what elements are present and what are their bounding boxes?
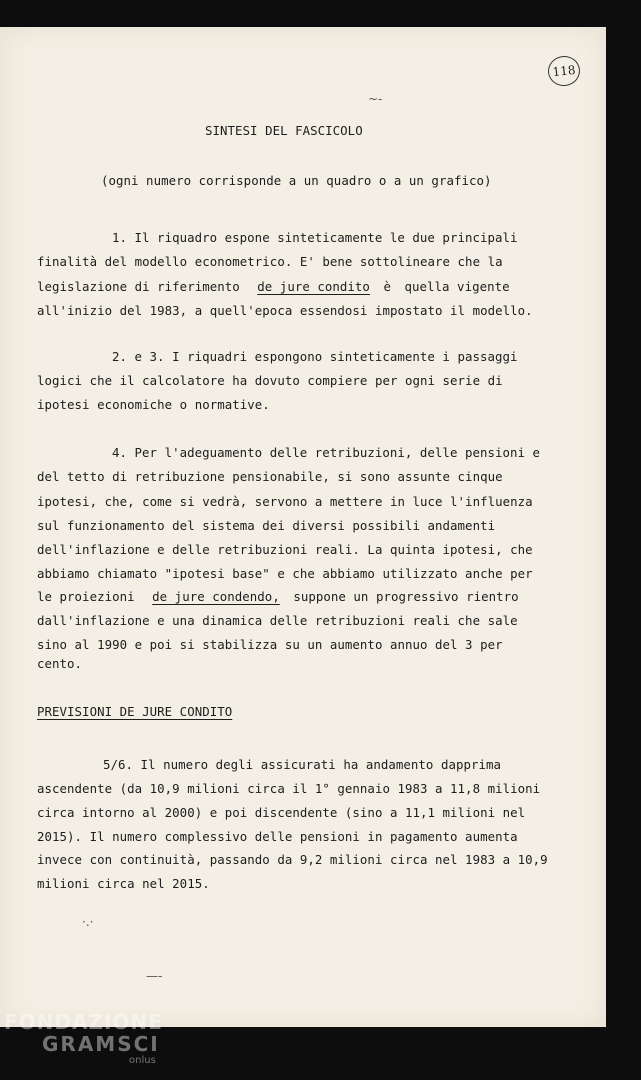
paragraph-1-line: 1. Il riquadro espone sinteticamente le due principali: [112, 230, 518, 245]
pen-mark: ~-: [368, 92, 383, 106]
paragraph-3-line: abbiamo chiamato "ipotesi base" e che abbiamo utilizzato anche per: [37, 566, 533, 581]
paragraph-1-line: legislazione di riferimento de jure condito è quella vigente: [37, 279, 510, 294]
underlined-term: de jure condito: [257, 279, 370, 294]
paragraph-1-line: finalità del modello econometrico. E' bene sottolineare che la: [37, 254, 503, 269]
paragraph-3-line: le proiezioni de jure condendo, suppone un progressivo rientro: [37, 589, 519, 604]
watermark-logo: GRAMSCI: [42, 1032, 160, 1056]
paragraph-3-line: ipotesi, che, come si vedrà, servono a mettere in luce l'influenza: [37, 494, 533, 509]
watermark-logo: onlus: [129, 1055, 156, 1066]
paragraph-3-line: sul funzionamento del sistema dei diversi possibili andamenti: [37, 518, 496, 533]
paragraph-4-line: ascendente (da 10,9 milioni circa il 1° gennaio 1983 a 11,8 milioni: [37, 781, 541, 796]
pen-mark: —-: [146, 969, 163, 983]
paragraph-3-line: cento.: [37, 656, 83, 671]
paragraph-3-line: dall'inflazione e una dinamica delle retribuzioni reali che sale: [37, 613, 518, 628]
paragraph-4-line: circa intorno al 2000) e poi discendente (sino a 11,1 milioni nel: [37, 805, 526, 820]
watermark-logo: FONDAZIONE: [4, 1010, 163, 1034]
section-heading: PREVISIONI DE JURE CONDITO: [37, 704, 233, 719]
paragraph-3-line: sino al 1990 e poi si stabilizza su un aumento annuo del 3 per: [37, 637, 503, 652]
stray-mark: ·.·: [82, 915, 94, 929]
paragraph-2-line: logici che il calcolatore ha dovuto compiere per ogni serie di: [37, 373, 503, 388]
paragraph-3-line: 4. Per l'adeguamento delle retribuzioni, delle pensioni e: [112, 445, 541, 460]
paragraph-4-line: 2015). Il numero complessivo delle pensioni in pagamento aumenta: [37, 829, 518, 844]
paragraph-1-line: all'inizio del 1983, a quell'epoca essendosi impostato il modello.: [37, 303, 533, 318]
paragraph-3-line: del tetto di retribuzione pensionabile, si sono assunte cinque: [37, 469, 503, 484]
underlined-term: de jure condendo,: [152, 589, 280, 604]
document-subtitle: (ogni numero corrisponde a un quadro o a un grafico): [101, 173, 492, 188]
paragraph-2-line: 2. e 3. I riquadri espongono sinteticamente i passaggi: [112, 349, 518, 364]
page-number-stamp: 118: [547, 54, 582, 87]
paragraph-2-line: ipotesi economiche o normative.: [37, 397, 270, 412]
paragraph-3-line: dell'inflazione e delle retribuzioni reali. La quinta ipotesi, che: [37, 542, 533, 557]
paragraph-4-line: milioni circa nel 2015.: [37, 876, 210, 891]
paragraph-4-line: 5/6. Il numero degli assicurati ha andamento dapprima: [103, 757, 502, 772]
paragraph-4-line: invece con continuità, passando da 9,2 milioni circa nel 1983 a 10,9: [37, 852, 548, 867]
document-title: SINTESI DEL FASCICOLO: [205, 123, 363, 138]
